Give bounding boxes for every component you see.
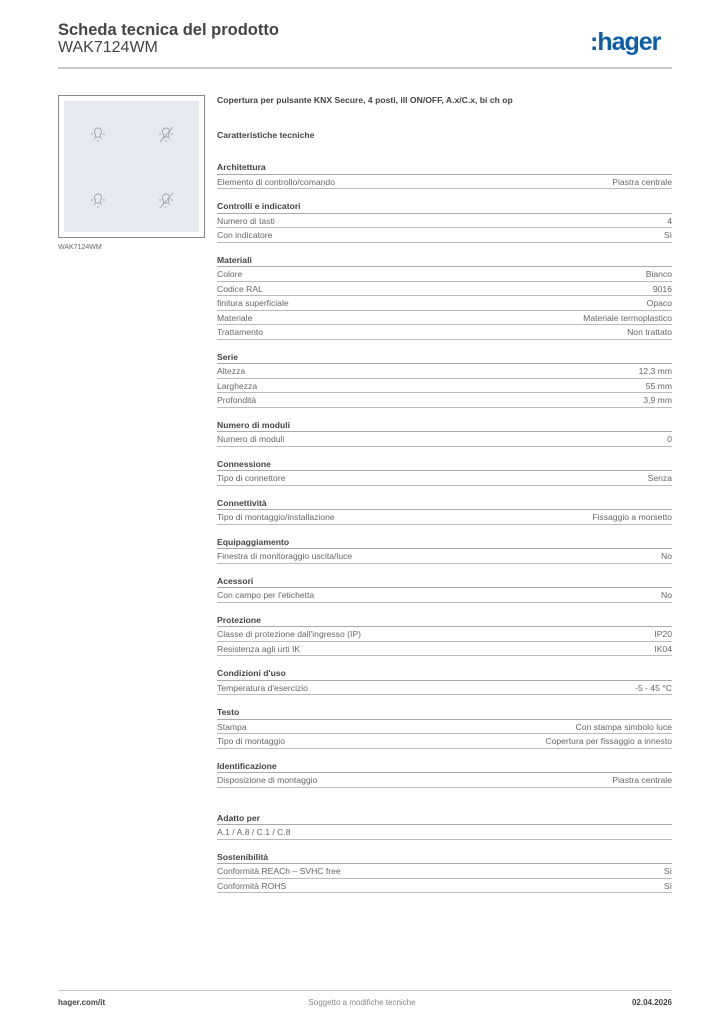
spec-label: finitura superficiale [217, 298, 289, 308]
spec-label: Altezza [217, 366, 246, 376]
spec-value: 9016 [652, 283, 672, 294]
spec-value: 3,9 mm [643, 395, 672, 405]
spec-value: No [661, 551, 672, 561]
spec-row [217, 214, 672, 229]
spec-label: Profondità [217, 395, 257, 405]
spec-value: Opaco [646, 298, 672, 308]
page-title: Scheda tecnica del prodotto [58, 21, 279, 39]
spec-section [217, 759, 672, 788]
spec-value: IP20 [654, 629, 672, 639]
spec-label: Codice RAL [217, 283, 263, 294]
footer-divider [58, 990, 672, 991]
spec-row [217, 296, 672, 311]
spec-content [217, 95, 672, 903]
spec-row [217, 510, 672, 525]
spec-row [217, 432, 672, 447]
image-caption: WAK7124WM [58, 244, 102, 251]
spec-section [217, 811, 672, 840]
spec-section [217, 253, 672, 340]
spec-value: Piastra centrale [612, 775, 672, 785]
spec-row [217, 393, 672, 408]
spec-row [217, 588, 672, 603]
spec-row [217, 379, 672, 394]
spec-row [217, 864, 672, 879]
product-description: Copertura per pulsante KNX Secure, 4 posti, ill ON/OFF, A.x/C.x, bi ch op [217, 95, 513, 105]
spec-section [217, 350, 672, 408]
footer-website[interactable]: hager.com/it [58, 998, 106, 1007]
spec-label: Colore [217, 269, 243, 279]
spec-label: Finestra di monitoraggio uscita/luce [217, 551, 353, 561]
spec-row [217, 325, 672, 340]
spec-label: Numero di moduli [217, 434, 285, 444]
spec-value: Fissaggio a morsetto [592, 512, 672, 522]
spec-value: 4 [667, 215, 672, 226]
spec-label: Tipo di connettore [217, 473, 286, 483]
spec-row [217, 720, 672, 735]
spec-value: -5 - 45 °C [635, 682, 672, 693]
spec-section [217, 574, 672, 603]
footer-note: Soggetto a modifiche tecniche [308, 998, 416, 1007]
bulb-icon [64, 167, 131, 232]
spec-row [217, 175, 672, 190]
spec-row [217, 471, 672, 486]
spec-row [217, 879, 672, 894]
spec-label: Resistenza agli urti IK [217, 643, 301, 654]
spec-row [217, 364, 672, 379]
spec-label: Trattamento [217, 327, 264, 337]
spec-row [217, 773, 672, 788]
spec-label: A.1 / A.8 / C.1 / C.8 [217, 827, 291, 837]
spec-value: Bianco [645, 269, 672, 279]
product-image [58, 95, 205, 238]
spec-label: Elemento di controllo/comando [217, 176, 335, 187]
spec-value: Con stampa simbolo luce [575, 721, 672, 732]
spec-value: Sì [663, 880, 672, 891]
spec-label: Con campo per l'etichetta [217, 590, 315, 600]
spec-row [217, 267, 672, 282]
spec-row [217, 642, 672, 657]
spec-row [217, 734, 672, 749]
spec-row [217, 228, 672, 243]
spec-section [217, 705, 672, 749]
spec-value: Materiale termoplastico [583, 312, 672, 323]
bulb-icon [64, 101, 131, 166]
spec-row [217, 549, 672, 564]
product-code: WAK7124WM [58, 39, 158, 56]
section-title: Acessori [217, 574, 672, 589]
spec-value: 0 [667, 434, 672, 444]
spec-section [217, 535, 672, 564]
spec-row [217, 627, 672, 642]
bulb-off-icon [132, 167, 199, 232]
spec-label: Stampa [217, 721, 247, 732]
section-title: Connettività [217, 496, 672, 511]
spec-row [217, 681, 672, 696]
section-title: Architettura [217, 160, 672, 175]
spec-value: 12,3 mm [638, 366, 672, 376]
spec-row [217, 282, 672, 297]
section-title: Sostenibilità [217, 850, 672, 865]
section-title: Serie [217, 350, 672, 365]
spec-label: Larghezza [217, 380, 258, 391]
spec-section [217, 457, 672, 486]
spec-value: Sì [663, 866, 672, 876]
spec-value: Non trattato [627, 327, 672, 337]
spec-section [217, 666, 672, 695]
spec-label: Disposizione di montaggio [217, 775, 318, 785]
spec-value: Piastra centrale [612, 176, 672, 187]
header-divider [58, 67, 672, 69]
spec-value: 55 mm [645, 380, 672, 391]
spec-row [217, 311, 672, 326]
spec-value: No [661, 590, 672, 600]
spec-section [217, 160, 672, 189]
bulb-off-icon [132, 101, 199, 166]
spec-section [217, 496, 672, 525]
spec-section [217, 613, 672, 657]
spec-label: Tipo di montaggio/installazione [217, 512, 335, 522]
spec-label: Numero di tasti [217, 215, 275, 226]
spec-label: Conformità ROHS [217, 880, 287, 891]
spec-row [217, 825, 672, 840]
footer-date: 02.04.2026 [631, 998, 672, 1007]
spec-label: Con indicatore [217, 230, 273, 240]
spec-label: Temperatura d'esercizio [217, 682, 308, 693]
section-title: Identificazione [217, 759, 672, 774]
spec-value: Sì [663, 230, 672, 240]
spec-value: IK04 [654, 643, 672, 654]
section-title: Protezione [217, 613, 672, 628]
section-title: Adatto per [217, 811, 672, 826]
spec-value: Copertura per fissaggio a innesto [545, 736, 672, 746]
section-title: Controlli e indicatori [217, 199, 672, 214]
spec-section [217, 418, 672, 447]
hager-logo: :hager [590, 28, 661, 56]
section-title: Connessione [217, 457, 672, 472]
spec-label: Classe di protezione dall'ingresso (IP) [217, 629, 361, 639]
section-title: Equipaggiamento [217, 535, 672, 550]
spec-section [217, 199, 672, 243]
spec-label: Materiale [217, 312, 253, 323]
spec-value: Senza [647, 473, 672, 483]
section-title: Materiali [217, 253, 672, 268]
spec-section [217, 850, 672, 894]
spec-label: Conformità REACh – SVHC free [217, 866, 341, 876]
section-title: Numero di moduli [217, 418, 672, 433]
section-title: Testo [217, 705, 672, 720]
section-title: Condizioni d'uso [217, 666, 672, 681]
characteristics-title: Caratteristiche tecniche [217, 130, 315, 140]
spec-label: Tipo di montaggio [217, 736, 285, 746]
